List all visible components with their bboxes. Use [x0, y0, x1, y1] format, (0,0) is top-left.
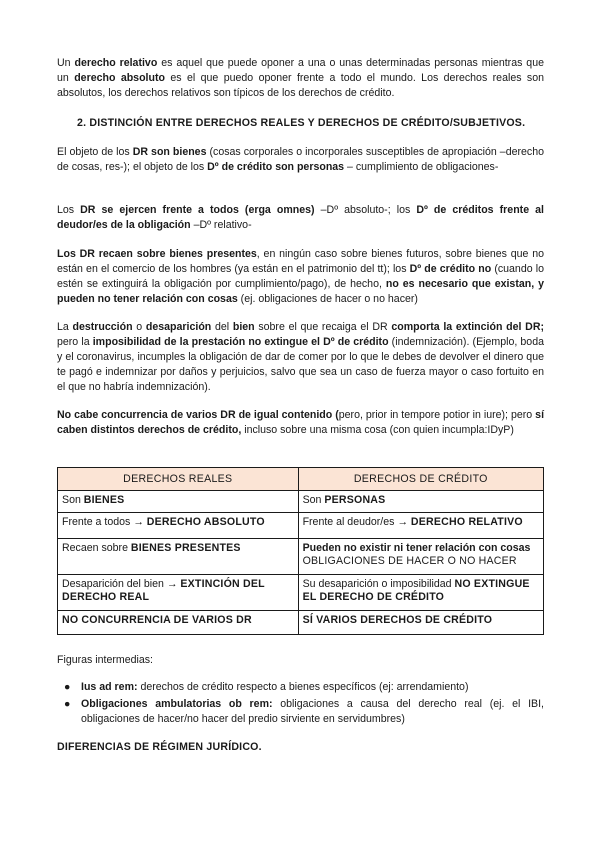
- text-bold: Los DR recaen sobre bienes presentes: [57, 248, 257, 260]
- bullet-icon: ●: [64, 698, 71, 710]
- text: del: [211, 321, 233, 333]
- table-row: [58, 611, 544, 635]
- paragraph-concurrencia: [57, 408, 544, 438]
- text-bold: destrucción: [72, 321, 133, 333]
- text-bold: Ius ad rem:: [81, 681, 138, 693]
- table-cell: [298, 539, 543, 575]
- text: obligaciones a causa del derecho real (ej. el IBI, obligaciones de hacer/no hacer del predio sirviente en servidumbres): [81, 698, 544, 725]
- table-cell: [298, 491, 543, 513]
- text: es el que puedo oponer frente a todo el mundo. Los derechos reales son absolutos, los derechos relativos son típicos de los derechos de crédito.: [57, 72, 544, 99]
- text-bold: BIENES PRESENTES: [130, 542, 241, 554]
- text: Recaen sobre: [62, 542, 131, 554]
- header-derechos-reales: DERECHOS REALES: [58, 468, 299, 491]
- text-bold: Dº de crédito son personas: [207, 161, 345, 173]
- text-bold: Pueden no existir ni tener relación con cosas: [302, 542, 531, 554]
- table-cell: [58, 539, 299, 575]
- table-cell: [58, 491, 299, 513]
- list-item: [57, 697, 544, 727]
- text-bold: Dº de crédito no: [409, 263, 492, 275]
- text-bold: no es necesario que existan, y pueden no tener relación con cosas: [57, 278, 544, 305]
- text: La: [57, 321, 73, 333]
- text: pero la: [57, 336, 93, 348]
- paragraph-erga-omnes: [57, 203, 544, 233]
- text: Desaparición del bien →: [62, 578, 181, 590]
- figuras-intermedias-label: Figuras intermedias:: [57, 654, 153, 666]
- text-bold: Obligaciones ambulatorias ob rem:: [81, 698, 273, 710]
- text: –Dº absoluto-; los: [314, 204, 417, 216]
- text-bold: EXTINCIÓN DEL DERECHO REAL: [62, 578, 265, 603]
- text-bold: sí caben distintos derechos de crédito,: [57, 409, 545, 436]
- text-bold: derecho absoluto: [74, 72, 165, 84]
- text: Los: [57, 204, 81, 216]
- table-header-row: [58, 468, 544, 491]
- header-derechos-credito: DERECHOS DE CRÉDITO: [298, 468, 543, 491]
- text-bold: BIENES: [83, 494, 125, 506]
- table-cell: [58, 575, 299, 611]
- text-bold: DERECHO RELATIVO: [410, 516, 523, 528]
- text-bold: imposibilidad de la prestación no extingue el Dº de crédito: [92, 336, 389, 348]
- text: , en ningún caso sobre bienes futuros, sobre bienes que no están en el comercio de los hombres (ya están en el patrimonio del tt); los: [57, 248, 544, 275]
- paragraph-destruccion: [57, 320, 544, 395]
- text: Frente al deudor/es →: [302, 516, 411, 528]
- text: (cosas corporales o incorporales susceptibles de apropiación –derecho de cosas, res-); el objeto de los: [57, 146, 544, 173]
- bullet-icon: ●: [64, 681, 71, 693]
- table-cell: [58, 513, 299, 539]
- paragraph-objeto: [57, 145, 544, 175]
- table-cell: [298, 611, 543, 635]
- text-bold: DR se ejercen frente a todos (erga omnes): [80, 204, 315, 216]
- text: (ej. obligaciones de hacer o no hacer): [237, 293, 418, 305]
- text-bold: bien: [232, 321, 255, 333]
- text-bold: No cabe concurrencia de varios DR de igual contenido (: [57, 409, 339, 421]
- text: Son: [302, 494, 325, 506]
- table-cell: [58, 611, 299, 635]
- text: OBLIGACIONES DE HACER O NO HACER: [302, 555, 517, 567]
- text: – cumplimiento de obligaciones-: [344, 161, 499, 173]
- text: Son: [62, 494, 84, 506]
- table-cell: [298, 513, 543, 539]
- table-row: [58, 575, 544, 611]
- text-bold: SÍ VARIOS DERECHOS DE CRÉDITO: [302, 614, 493, 626]
- text-bold: DERECHO ABSOLUTO: [146, 516, 265, 528]
- text: Un: [57, 57, 75, 69]
- text: derechos de crédito respecto a bienes específicos (ej: arrendamiento): [137, 681, 469, 693]
- text: o: [132, 321, 146, 333]
- text: pero, prior in tempore potior in iure); pero: [338, 409, 536, 421]
- text: es aquel que puede oponer a una o unas determinadas personas mientras que un: [57, 57, 544, 84]
- table-row: [58, 513, 544, 539]
- table-row: [58, 539, 544, 575]
- text: (indemnización). (Ejemplo, boda y el coronavirus, incumples la obligación de dar de comer por lo que le debes de devolver el dinero que te pagó e indemnizar por daños y perjuicios, salvo que sea un caso de fuerza mayor o caso fortuito en el que no habría indemnización).: [57, 336, 544, 393]
- bullet-list: [57, 680, 544, 729]
- text: sobre el que recaiga el DR: [254, 321, 392, 333]
- text: incluso sobre una misma cosa (con quien incumpla:IDyP): [241, 424, 514, 436]
- text-bold: NO EXTINGUE EL DERECHO DE CRÉDITO: [302, 578, 530, 603]
- text: (cuando lo estén se extinguirá la obligación por cumplimiento/pago), de hecho,: [57, 263, 544, 290]
- text-bold: desaparición: [145, 321, 212, 333]
- section-heading-diferencias: DIFERENCIAS DE RÉGIMEN JURÍDICO.: [57, 741, 262, 753]
- list-item: [57, 680, 544, 695]
- text-bold: Dº de créditos frente al deudor/es de la obligación: [57, 204, 544, 231]
- text-bold: comporta la extinción del DR;: [391, 321, 544, 333]
- text-bold: DR son bienes: [132, 146, 207, 158]
- table-cell: [298, 575, 543, 611]
- paragraph-derecho-relativo: [57, 56, 544, 101]
- text-bold: NO CONCURRENCIA DE VARIOS DR: [62, 614, 252, 626]
- text: –Dº relativo-: [190, 219, 252, 231]
- text-bold: derecho relativo: [74, 57, 158, 69]
- text-bold: PERSONAS: [324, 494, 386, 506]
- section-heading-distincion: 2. DISTINCIÓN ENTRE DERECHOS REALES Y DERECHOS DE CRÉDITO/SUBJETIVOS.: [77, 117, 526, 129]
- text: Frente a todos →: [62, 516, 147, 528]
- text: El objeto de los: [57, 146, 133, 158]
- paragraph-bienes-presentes: [57, 247, 544, 307]
- text: Su desaparición o imposibilidad: [302, 578, 455, 590]
- table-row: [58, 491, 544, 513]
- comparison-table: [57, 467, 544, 635]
